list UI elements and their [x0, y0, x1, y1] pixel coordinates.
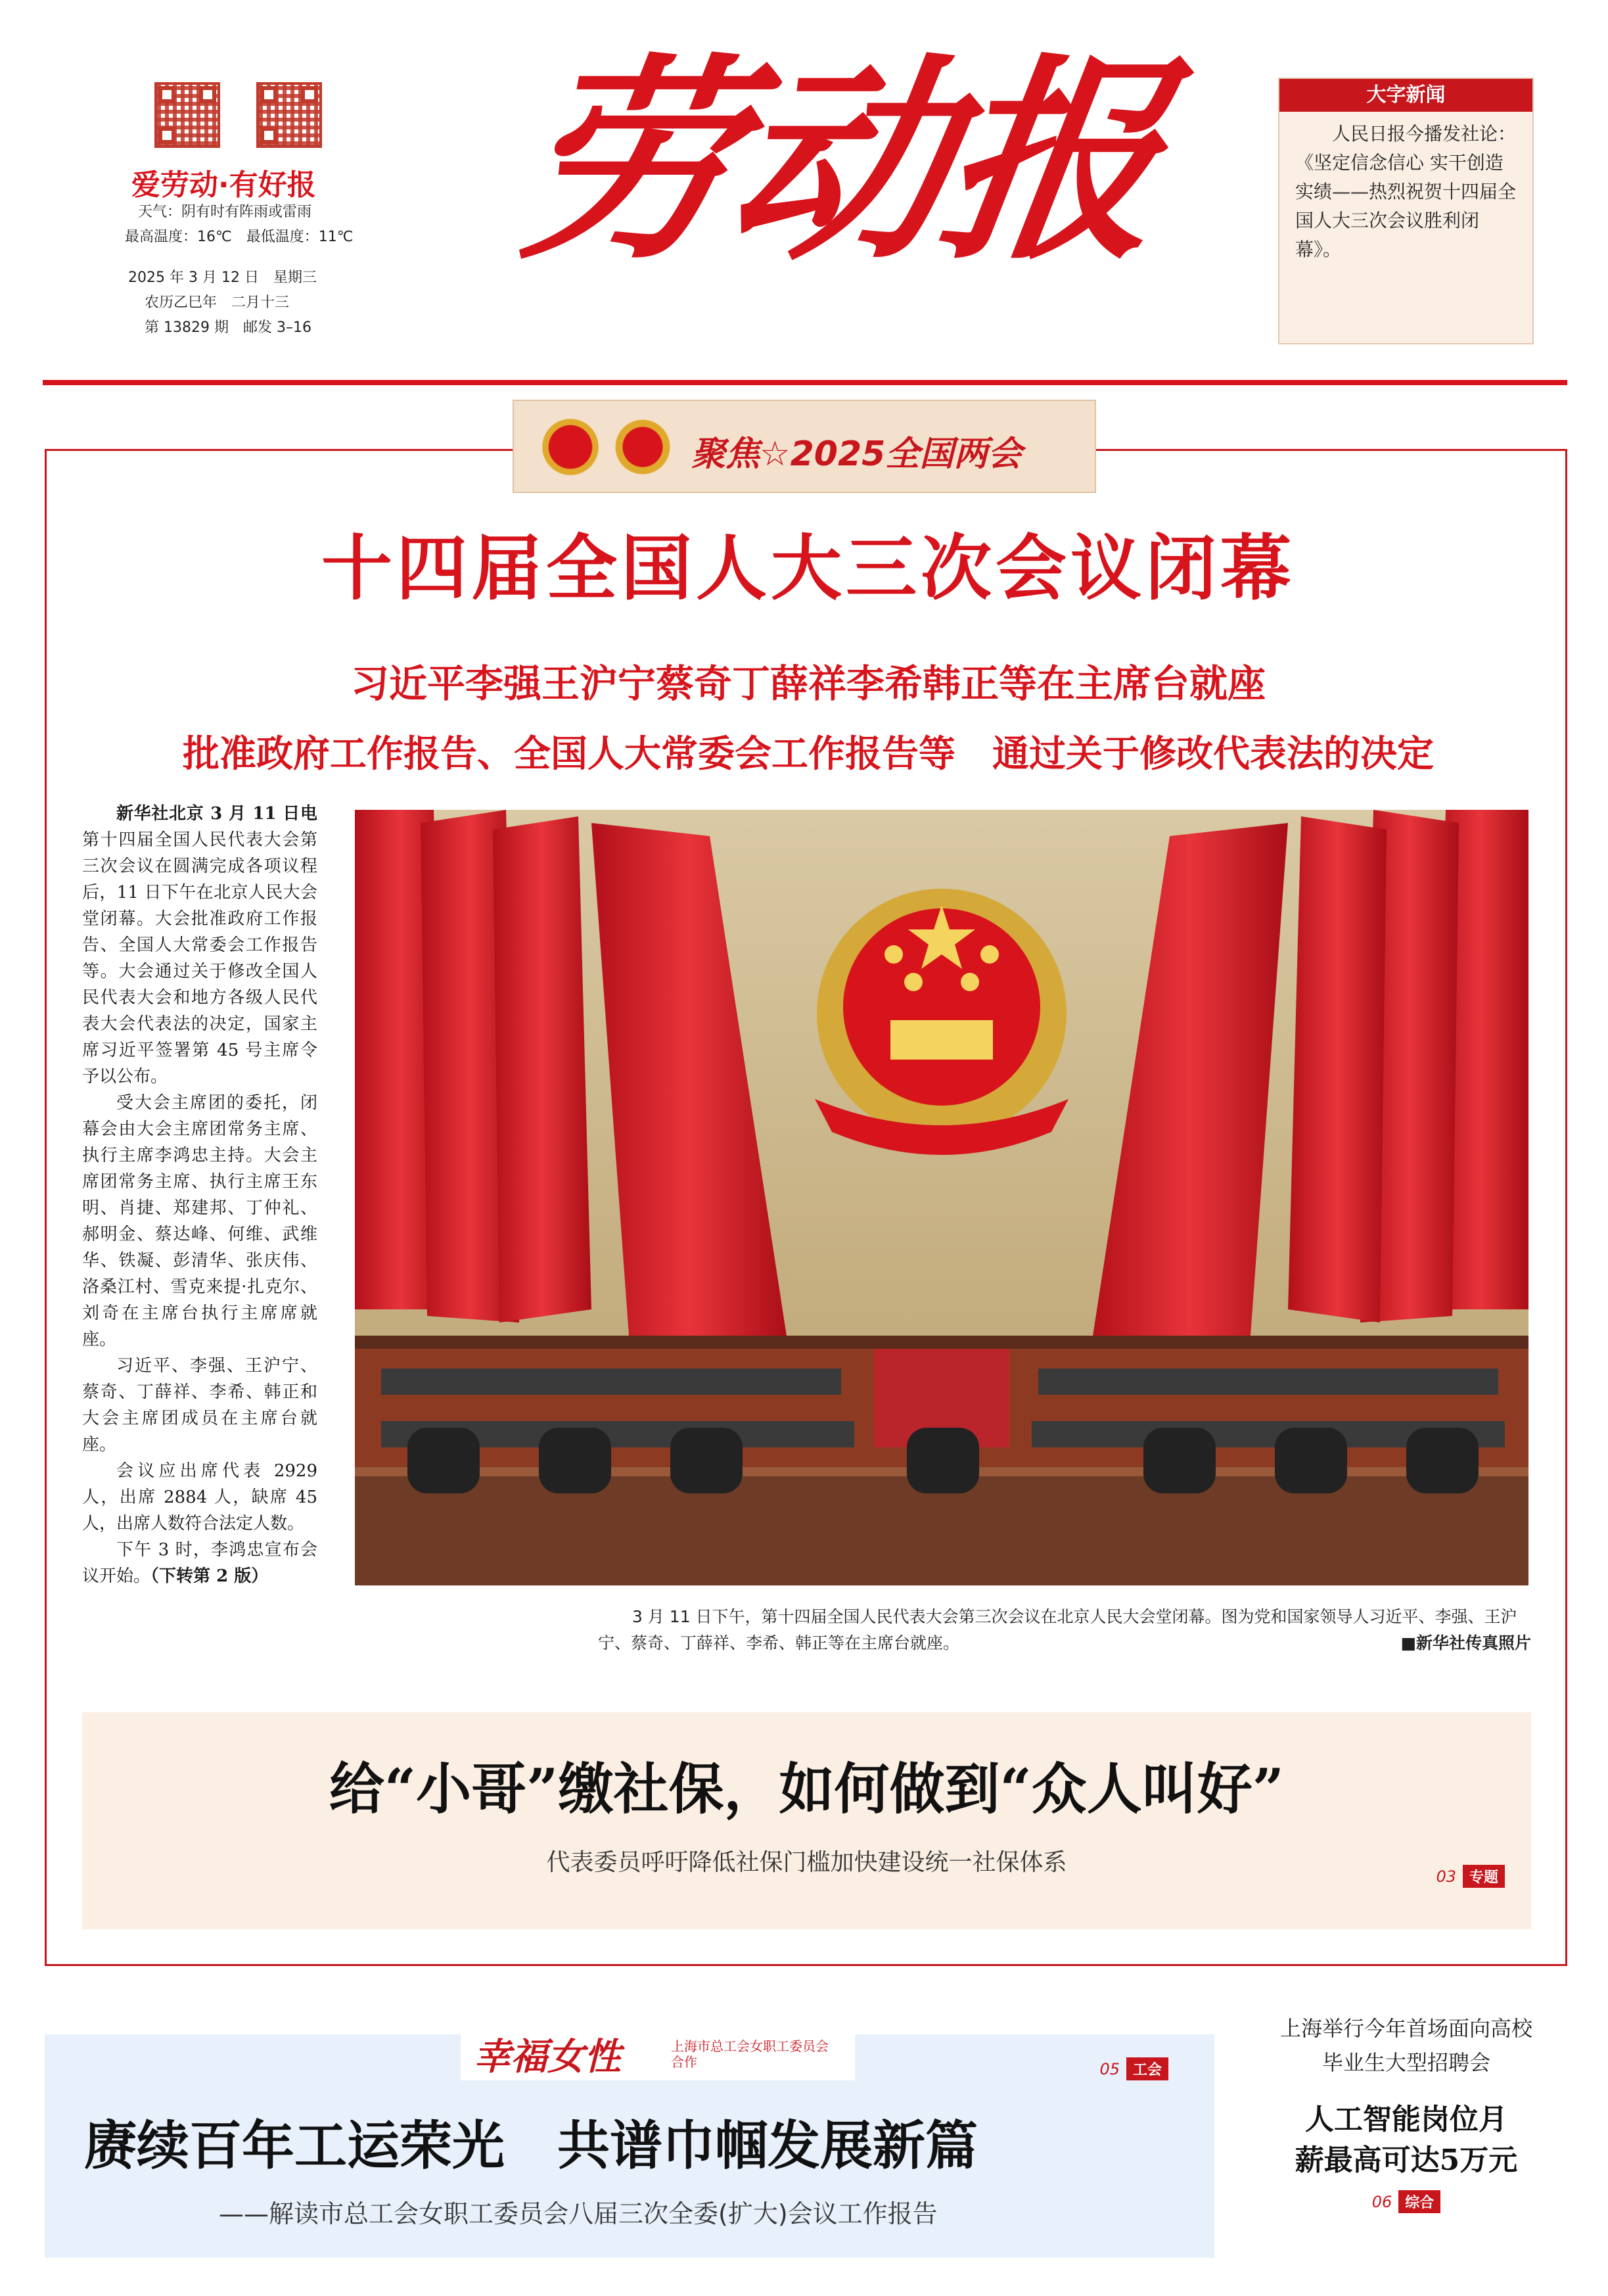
- qr-code-left[interactable]: [154, 82, 220, 148]
- continued-link[interactable]: （下转第 2 版）: [150, 1566, 269, 1586]
- story2-box[interactable]: [82, 1712, 1531, 1929]
- story2-page: 03: [1436, 1867, 1456, 1886]
- photo-caption: [598, 1604, 1531, 1656]
- issue-date: 2025 年 3 月 12 日 星期三: [128, 269, 317, 286]
- story4-section: 综合: [1398, 2190, 1440, 2213]
- lead-subhead-2: 批准政府工作报告、全国人大常委会工作报告等 通过关于修改代表法的决定: [183, 732, 1434, 776]
- slogan: 爱劳动·有好报: [131, 168, 316, 202]
- weather: 天气：阴有时有阵雨或雷雨: [138, 204, 312, 220]
- story3-section: 工会: [1126, 2057, 1168, 2080]
- story2-section: 专题: [1463, 1865, 1505, 1888]
- story4-headline[interactable]: 人工智能岗位月薪最高可达5万元: [1295, 2103, 1518, 2177]
- temperature: 最高温度：16℃ 最低温度：11℃: [125, 229, 354, 245]
- story3-headline[interactable]: 赓续百年工运荣光 共谱巾帼发展新篇: [84, 2115, 978, 2176]
- lead-photo[interactable]: [355, 810, 1528, 1585]
- story4-page-ref[interactable]: [1268, 2190, 1544, 2213]
- lunar-date: 农历乙巳年 二月十三: [145, 294, 290, 311]
- photo-caption-text: 3 月 11 日下午，第十四届全国人民代表大会第三次会议在北京人民大会堂闭幕。图为党和国家领导人习近平、李强、王沪宁、蔡奇、丁薛祥、李希、韩正等在主席台就座。: [598, 1607, 1517, 1652]
- two-sessions-banner[interactable]: [513, 400, 1096, 493]
- national-emblem-icon: [539, 415, 602, 479]
- story2-subhead: 代表委员呼吁降低社保门槛加快建设统一社保体系: [546, 1849, 1067, 1876]
- lead-paragraph-1: 第十四届全国人民代表大会第三次会议在圆满完成各项议程后，11 日下午在北京人民大会堂闭幕。大会批准政府工作报告、全国人大常委会工作报告等。大会通过关于修改全国人民代表大会和地方各级人民代表大会代表法的决定，国家主席习近平签署第 45 号主席令予以公布。: [82, 830, 317, 1087]
- lead-paragraph-3: 习近平、李强、王沪宁、蔡奇、丁薛祥、李希、韩正和大会主席团成员在主席台就座。: [82, 1356, 317, 1455]
- story2-page-ref[interactable]: [1436, 1865, 1505, 1888]
- story2-headline[interactable]: 给“小哥”缴社保，如何做到“众人叫好”: [329, 1756, 1285, 1821]
- lead-headline[interactable]: 十四届全国人大三次会议闭幕: [321, 527, 1295, 610]
- story3-subhead: ——解读市总工会女职工委员会八届三次全委(扩大)会议工作报告: [219, 2199, 938, 2228]
- lead-paragraph-2: 受大会主席团的委托，闭幕会由大会主席团常务主席、执行主席李鸿忠主持。大会主席团常务主席、执行主席王东明、肖捷、郑建邦、丁仲礼、郝明金、蔡达峰、何维、武维华、铁凝、彭清华、张庆伟、洛桑江村、雪克来提·扎克尔、刘奇在主席台执行主席席就座。: [82, 1093, 317, 1349]
- qr-code-right[interactable]: [256, 82, 322, 148]
- happy-women-logo: [461, 2021, 855, 2080]
- banner-text: 聚焦☆2025全国两会: [691, 434, 1022, 474]
- masthead-rule: [43, 380, 1567, 385]
- lead-body: [82, 801, 317, 1589]
- logo-text: 幸福女性: [474, 2035, 621, 2078]
- story4-page: 06: [1371, 2193, 1392, 2211]
- story4-box[interactable]: [1268, 2011, 1544, 2274]
- masthead-logo: 劳动报: [503, 34, 1174, 289]
- photo-credit: ■新华社传真照片: [1400, 1633, 1531, 1652]
- story3-page-ref[interactable]: [1099, 2057, 1168, 2080]
- big-news-text: 人民日报今播发社论：《坚定信念信心 实干创造实绩——热烈祝贺十四届全国人大三次会议胜利闭幕》。: [1295, 123, 1517, 260]
- big-news-box[interactable]: [1278, 78, 1534, 344]
- issue-number: 第 13829 期 邮发 3–16: [145, 319, 311, 336]
- hall-photo-illustration: [355, 810, 1528, 1585]
- logo-org: 上海市总工会女职工委员会合作: [671, 2038, 829, 2070]
- lead-paragraph-4: 会议应出席代表 2929 人，出席 2884 人，缺席 45 人，出席人数符合法定人数。: [82, 1461, 317, 1534]
- story4-top: 上海举行今年首场面向高校毕业生大型招聘会: [1279, 2016, 1532, 2075]
- cppcc-emblem-icon: [611, 415, 674, 479]
- lead-paragraph-5: 下午 3 时，李鸿忠宣布会议开始。: [82, 1540, 317, 1586]
- story3-page: 05: [1099, 2060, 1120, 2078]
- dateline: 新华社北京 3 月 11 日电: [116, 804, 317, 824]
- big-news-label: 大字新闻: [1279, 79, 1532, 112]
- story3-box[interactable]: [45, 2034, 1214, 2258]
- lead-subhead-1: 习近平李强王沪宁蔡奇丁薛祥李希韩正等在主席台就座: [350, 661, 1266, 706]
